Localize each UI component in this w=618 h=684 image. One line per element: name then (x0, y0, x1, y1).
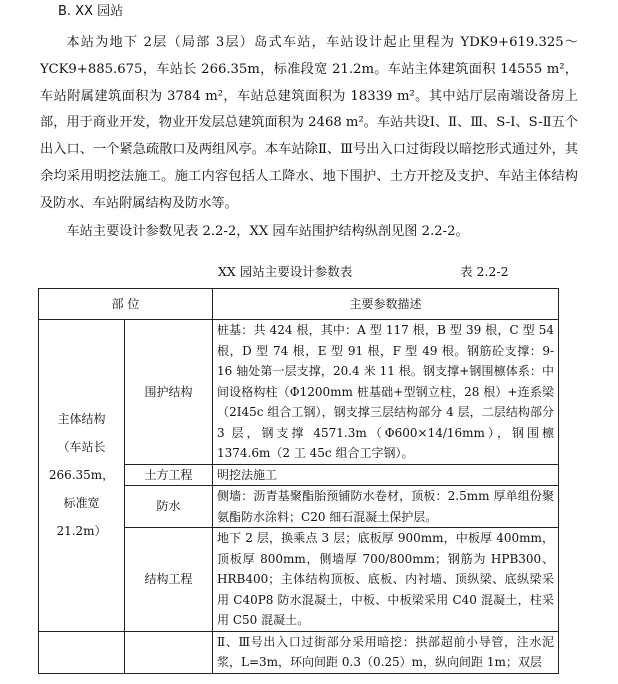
sub-category-cell (125, 631, 213, 673)
sub-category-cell: 土方工程 (125, 464, 213, 486)
body-text (40, 30, 578, 245)
main-category-line: 266.35m， (48, 468, 115, 483)
paragraph-2: 车站主要设计参数见表 2.2-2，XX 园车站围护结构纵剖见图 2.2-2。 (66, 223, 469, 239)
table-row (39, 631, 559, 673)
description-cell: 地下 2 层，换乘点 3 层；底板厚 900mm，中板厚 400mm，顶板厚 800mm，侧墙厚 700/800mm；钢筋为 HPB300、HRB400；主体结构顶板、底板、内衬墙、顶纵梁、底纵梁采用 C40P8 防水混凝土，中板、中板梁采用 C40 混凝土，柱采用 C50 混凝土。 (213, 528, 559, 632)
header-part: 部 位 (39, 289, 213, 320)
main-category-cell (39, 320, 125, 632)
table-header-row (39, 289, 559, 320)
main-category-line: 主体结构 (57, 412, 106, 427)
sub-category-cell: 防水 (125, 486, 213, 528)
main-category-cell-empty (39, 631, 125, 673)
main-category-line: 标准宽 (63, 496, 100, 511)
table-row (39, 320, 559, 465)
sub-category-cell: 结构工程 (125, 528, 213, 632)
paragraph-1: 本站为地下 2层（局部 3层）岛式车站，车站设计起止里程为 YDK9+619.325～YCK9+885.675，车站长 266.35m，标准段宽 21.2m。车站主体建筑面积 14555 m²，车站附属建筑面积为 3784 m²，车站总建筑面积为 18339 m²。其中站厅层南端设备房上部，用于商业开发，物业开发层总建筑面积为 2468 m²。车站共设Ⅰ、Ⅱ、Ⅲ、S-Ⅰ、S-Ⅱ五个出入口、一个紧急疏散口及两组风亭。本车站除Ⅱ、Ⅲ号出入口过街段以暗挖形式通过外，其余均采用明挖法施工。施工内容包括人工降水、地下围护、土方开挖及支护、车站主体结构及防水、车站附属结构及防水等。 (40, 35, 578, 211)
section-title: B. XX 园站 (58, 4, 124, 19)
design-parameters-table (38, 288, 559, 674)
main-category-line: （车站长 (57, 440, 106, 455)
sub-category-cell: 围护结构 (125, 320, 213, 465)
description-cell: Ⅱ、Ⅲ号出入口过街部分采用暗挖：拱部超前小导管，注水泥浆，L=3m，环向间距 0.3（0.25）m，纵向间距 1m；双层 (213, 631, 559, 673)
table-caption-number: 表 2.2-2 (460, 264, 509, 279)
header-description: 主要参数描述 (213, 289, 559, 320)
main-category-line: 21.2m） (56, 524, 107, 539)
description-cell: 侧墙：沥青基聚酯胎预铺防水卷材，顶板：2.5mm 厚单组份聚氨酯防水涂料；C20 细石混凝土保护层。 (213, 486, 559, 528)
description-cell: 桩基：共 424 根，其中：A 型 117 根，B 型 39 根，C 型 54 根，D 型 74 根，E 型 91 根，F 型 49 根。钢筋砼支撑：9-16 轴处第一层支撑，20.4 米 11 根。钢支撑+钢围檩体系：中间设格构柱（Φ1200mm 桩基础+型钢立柱，28 根）+连系梁（2I45c 组合工钢），钢支撑三层结构部分 4 层，二层结构部分 3 层，钢支撑 4571.3m（Φ600×14/16mm），钢围檩 1374.6m（2 工 45c 组合工字钢）。 (213, 320, 559, 465)
description-cell: 明挖法施工 (213, 464, 559, 486)
table-caption-title: XX 园站主要设计参数表 (218, 264, 353, 279)
